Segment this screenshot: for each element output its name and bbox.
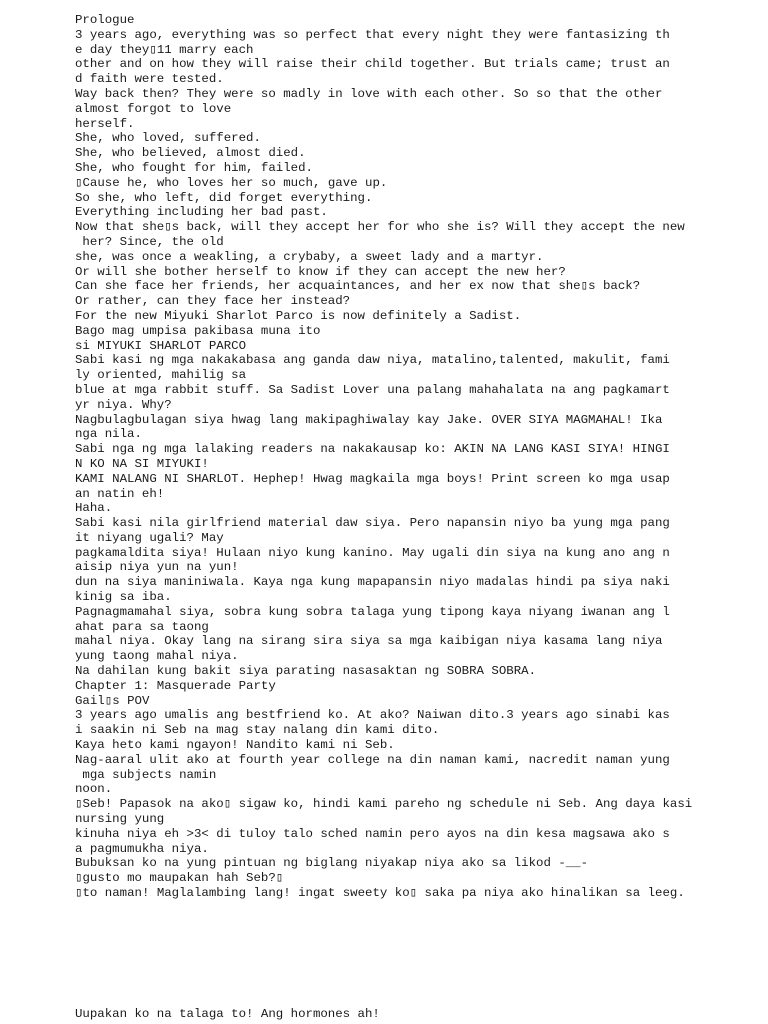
text-line: nga nila. <box>75 427 142 442</box>
text-line: Uupakan ko na talaga to! Ang hormones ah! <box>75 1007 380 1021</box>
text-line: ▯Seb! Papasok na ako▯ sigaw ko, hindi kami pareho ng schedule ni Seb. Ang daya kasi <box>75 797 693 812</box>
text-line: ly oriented, mahilig sa <box>75 368 247 383</box>
text-line: e day they▯11 marry each <box>75 42 254 57</box>
text-line: Haha. <box>75 501 113 516</box>
text-line: Can she face her friends, her acquaintances, and her ex now that she▯s back? <box>75 279 641 294</box>
text-line: it niyang ugali? May <box>75 530 224 545</box>
document-text-continued <box>75 1007 715 1022</box>
text-line: Or rather, can they face her instead? <box>75 294 351 309</box>
text-line: ▯to naman! Maglalambing lang! ingat sweety ko▯ saka pa niya ako hinalikan sa leeg. <box>75 886 685 901</box>
text-line: other and on how they will raise their child together. But trials came; trust an <box>75 57 670 72</box>
text-line: herself. <box>75 116 135 131</box>
text-line: kinig sa iba. <box>75 590 172 605</box>
text-line: Chapter 1: Masquerade Party <box>75 678 276 693</box>
text-line: a pagmumukha niya. <box>75 841 209 856</box>
text-line: Prologue <box>75 13 135 27</box>
text-line: Na dahilan kung bakit siya parating nasasaktan ng SOBRA SOBRA. <box>75 664 537 679</box>
text-line: almost forgot to love <box>75 101 232 116</box>
text-line: she, was once a weakling, a crybaby, a sweet lady and a martyr. <box>75 249 544 264</box>
text-line: ahat para sa taong <box>75 619 209 634</box>
document-text <box>75 13 715 901</box>
text-line: si MIYUKI SHARLOT PARCO <box>75 338 247 353</box>
text-line: Now that she▯s back, will they accept her for who she is? Will they accept the new <box>75 220 685 235</box>
text-line: pagkamaldita siya! Hulaan niyo kung kanino. May ugali din siya na kung ano ang n <box>75 545 670 560</box>
text-line: an natin eh! <box>75 486 165 501</box>
text-line: her? Since, the old <box>75 234 224 249</box>
text-line: Pagnagmamahal siya, sobra kung sobra talaga yung tipong kaya niyang iwanan ang l <box>75 604 670 619</box>
text-line: yr niya. Why? <box>75 397 172 412</box>
text-line: d faith were tested. <box>75 72 224 87</box>
text-line: kinuha niya eh >3< di tuloy talo sched namin pero ayos na din kesa magsawa ako s <box>75 826 670 841</box>
text-line: mahal niya. Okay lang na sirang sira siya sa mga kaibigan niya kasama lang niya <box>75 634 663 649</box>
text-line: i saakin ni Seb na mag stay nalang din kami dito. <box>75 723 440 738</box>
text-line: Sabi kasi ng mga nakakabasa ang ganda daw niya, matalino,talented, makulit, fami <box>75 353 670 368</box>
text-line: ▯Cause he, who loves her so much, gave up. <box>75 175 388 190</box>
text-line: dun na siya maniniwala. Kaya nga kung mapapansin niyo madalas hindi pa siya naki <box>75 575 670 590</box>
text-line: 3 years ago umalis ang bestfriend ko. At ako? Naiwan dito.3 years ago sinabi kas <box>75 708 670 723</box>
text-line: For the new Miyuki Sharlot Parco is now definitely a Sadist. <box>75 308 522 323</box>
text-line: Bago mag umpisa pakibasa muna ito <box>75 323 321 338</box>
text-line: ▯gusto mo maupakan hah Seb?▯ <box>75 871 284 886</box>
text-line: 3 years ago, everything was so perfect that every night they were fantasizing th <box>75 27 670 42</box>
text-line: KAMI NALANG NI SHARLOT. Hephep! Hwag magkaila mga boys! Print screen ko mga usap <box>75 471 670 486</box>
text-line: Or will she bother herself to know if they can accept the new her? <box>75 264 566 279</box>
text-line: She, who loved, suffered. <box>75 131 261 146</box>
text-line: Nag-aaral ulit ako at fourth year college na din naman kami, nacredit naman yung <box>75 752 670 767</box>
text-line: aisip niya yun na yun! <box>75 560 239 575</box>
text-line: Sabi kasi nila girlfriend material daw siya. Pero napansin niyo ba yung mga pang <box>75 516 670 531</box>
text-line: Gail▯s POV <box>75 693 150 708</box>
text-line: nursing yung <box>75 812 165 827</box>
text-line: Everything including her bad past. <box>75 205 328 220</box>
text-line: Bubuksan ko na yung pintuan ng biglang niyakap niya ako sa likod -__- <box>75 856 589 871</box>
text-line: She, who believed, almost died. <box>75 146 306 161</box>
text-line: She, who fought for him, failed. <box>75 160 313 175</box>
text-line: N KO NA SI MIYUKI! <box>75 456 209 471</box>
text-line: noon. <box>75 782 113 797</box>
text-line: Way back then? They were so madly in love with each other. So so that the other <box>75 86 663 101</box>
text-line: mga subjects namin <box>75 767 217 782</box>
text-line: So she, who left, did forget everything. <box>75 190 373 205</box>
text-line: Nagbulagbulagan siya hwag lang makipaghiwalay kay Jake. OVER SIYA MAGMAHAL! Ika <box>75 412 663 427</box>
text-line: Kaya heto kami ngayon! Nandito kami ni Seb. <box>75 738 395 753</box>
text-line: yung taong mahal niya. <box>75 649 239 664</box>
text-line: Sabi nga ng mga lalaking readers na nakakausap ko: AKIN NA LANG KASI SIYA! HINGI <box>75 442 670 457</box>
text-line: blue at mga rabbit stuff. Sa Sadist Lover una palang mahahalata na ang pagkamart <box>75 382 670 397</box>
